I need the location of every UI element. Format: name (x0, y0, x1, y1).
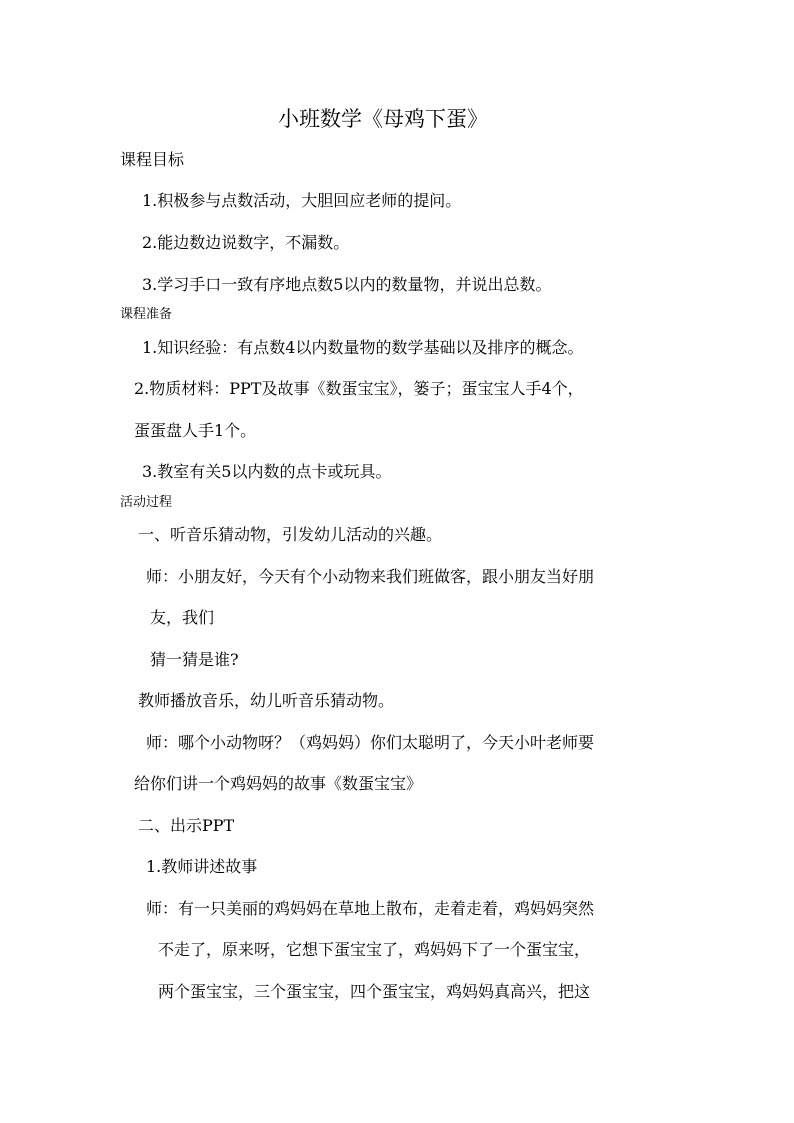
process-line-11: 不走了，原来呀，它想下蛋宝宝了，鸡妈妈下了一个蛋宝宝， (158, 940, 591, 959)
section-heading-process: 活动过程 (120, 495, 173, 510)
objective-item-1: 1.积极参与点数活动，大胆回应老师的提问。 (142, 191, 462, 210)
objective-item-2: 2.能边数边说数字，不漏数。 (142, 233, 350, 252)
process-line-1: 一、听音乐猜动物，引发幼儿活动的兴趣。 (138, 525, 443, 544)
objective-item-3: 3.学习手口一致有序地点数5以内的数量物，并说出总数。 (142, 275, 552, 294)
preparation-item-3: 3.教室有关5以内数的点卡或玩具。 (142, 462, 392, 481)
process-line-10: 师：有一只美丽的鸡妈妈在草地上散布，走着走着，鸡妈妈突然 (146, 899, 595, 918)
process-line-8: 二、出示PPT (138, 816, 235, 835)
process-line-7: 给你们讲一个鸡妈妈的故事《数蛋宝宝》 (134, 774, 423, 793)
process-line-9: 1.教师讲述故事 (146, 857, 258, 876)
process-line-6: 师：哪个小动物呀？（鸡妈妈）你们太聪明了，今天小叶老师要 (146, 733, 595, 752)
preparation-item-2: 2.物质材料：PPT及故事《数蛋宝宝》，篓子；蛋宝宝人手4个， (134, 379, 584, 398)
preparation-item-2-cont: 蛋蛋盘人手1个。 (134, 421, 257, 440)
process-line-5: 教师播放音乐，幼儿听音乐猜动物。 (138, 691, 395, 710)
section-heading-objectives: 课程目标 (120, 150, 185, 169)
process-line-4: 猜一猜是谁? (150, 650, 239, 669)
preparation-item-1: 1.知识经验：有点数4以内数量物的数学基础以及排序的概念。 (142, 338, 584, 357)
process-line-2: 师：小朋友好，今天有个小动物来我们班做客，跟小朋友当好朋 (146, 567, 595, 586)
section-heading-preparation: 课程准备 (120, 307, 173, 322)
process-line-12: 两个蛋宝宝，三个蛋宝宝，四个蛋宝宝，鸡妈妈真高兴，把这 (158, 982, 591, 1001)
page-title: 小班数学《母鸡下蛋》 (278, 107, 488, 131)
process-line-3: 友，我们 (150, 608, 215, 627)
